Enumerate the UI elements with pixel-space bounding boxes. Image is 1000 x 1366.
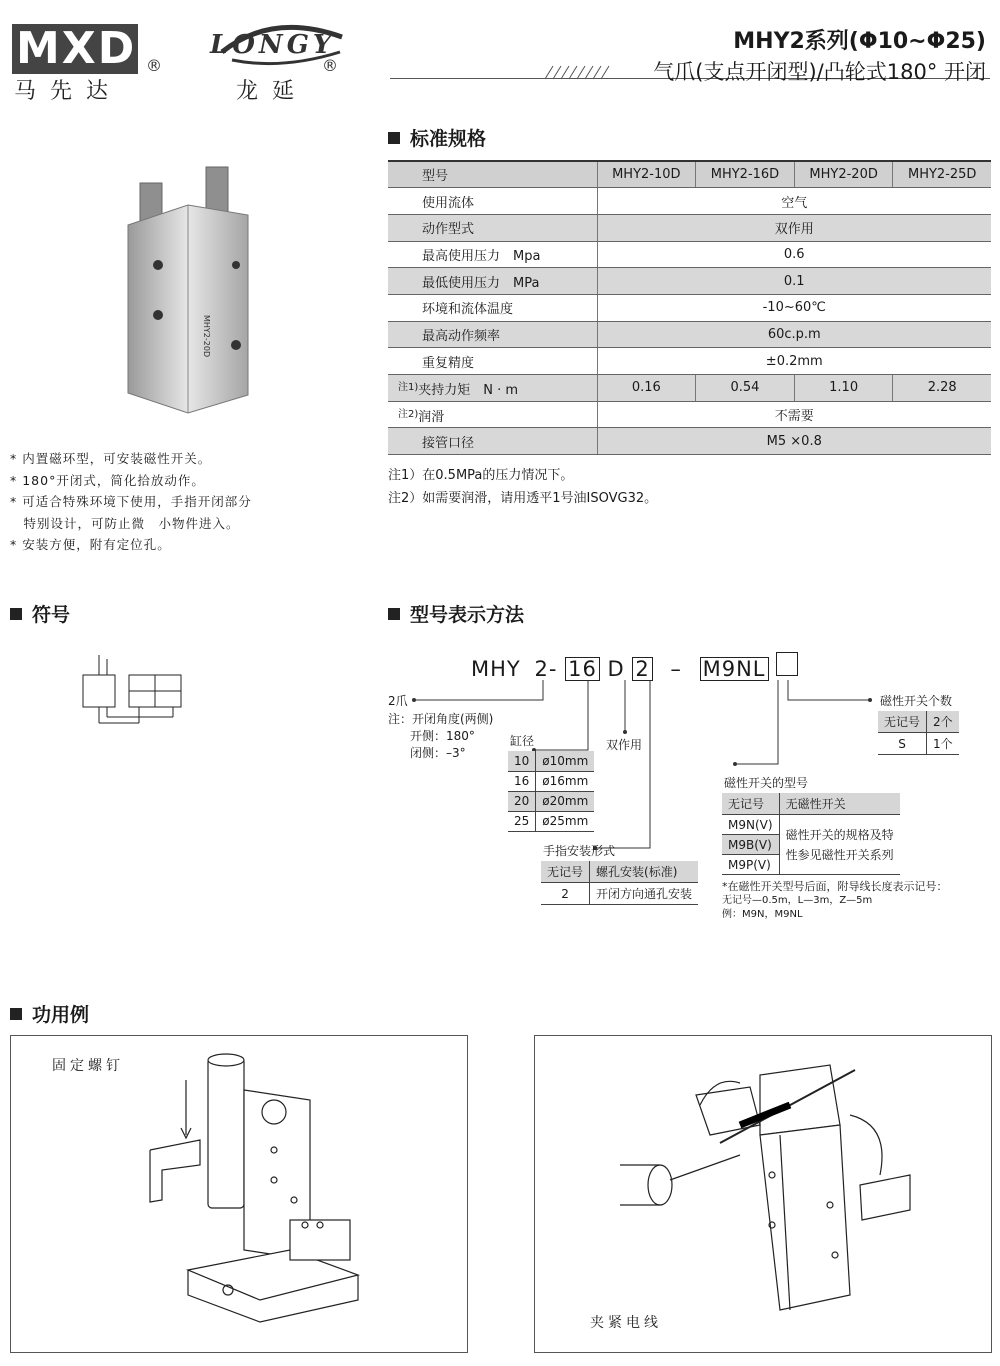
- spec-value: ±0.2mm: [597, 348, 991, 375]
- page-subtitle: 气爪(支点开闭型)/凸轮式180° 开闭: [653, 60, 986, 84]
- spec-value: 0.1: [597, 268, 991, 295]
- registered-mark-2: ®: [322, 56, 338, 75]
- longy-logo-cn: 龙延: [236, 79, 309, 104]
- spec-label: 使用流体: [388, 188, 597, 215]
- spec-col-16d: MHY2-16D: [696, 161, 795, 188]
- example-1-label: 固定螺钉: [52, 1058, 124, 1074]
- torque-label: 夹持力矩 N · m: [418, 382, 519, 398]
- swtype-desc-line: 磁性开关的规格及特: [785, 827, 894, 842]
- spec-row-port: [388, 428, 991, 455]
- spec-label: 重复精度: [388, 348, 597, 375]
- spec-label: [388, 375, 597, 402]
- bore-code: 20: [508, 791, 536, 811]
- code-dash-2: –: [670, 657, 682, 681]
- bore-code: 10: [508, 751, 536, 771]
- spec-value: 0.6: [597, 241, 991, 268]
- spec-header-row: [388, 161, 991, 188]
- torque-16d: 0.54: [696, 375, 795, 402]
- spec-value: 60c.p.m: [597, 321, 991, 348]
- feature-item: * 180°开闭式，简化拾放动作。: [10, 472, 205, 488]
- page-title: MHY2系列(Φ10~Φ25): [733, 29, 986, 54]
- action-title: 双作用: [606, 738, 643, 752]
- spec-notes: [388, 464, 657, 510]
- spec-row-torque: [388, 375, 991, 402]
- mount-title: 手指安装形式: [543, 844, 616, 858]
- bore-size: ø16mm: [536, 771, 595, 791]
- examples-heading: 功用例: [10, 1000, 89, 1027]
- swtype-desc-line: 性参见磁性开关系列: [785, 847, 894, 862]
- example-1-drawing: [140, 1050, 370, 1340]
- code-mount-box: 2: [632, 657, 652, 681]
- code-series: MHY: [471, 657, 521, 681]
- pneumatic-symbol: [75, 655, 190, 735]
- hatch-decor: [545, 64, 615, 80]
- spec-row-lube: [388, 401, 991, 428]
- spec-col-10d: MHY2-10D: [597, 161, 696, 188]
- mount-desc: 开闭方向通孔安装: [590, 883, 699, 905]
- swcount-row: [878, 733, 959, 755]
- swcount-value: 2个: [927, 711, 959, 733]
- spec-value: 不需要: [597, 401, 991, 428]
- note-mark: 注2): [398, 408, 419, 420]
- bore-size: ø10mm: [536, 751, 595, 771]
- switch-count-table: [878, 711, 959, 755]
- feature-item: * 内置磁环型，可安装磁性开关。: [10, 451, 212, 466]
- spec-note-2: 注2）如需要润滑，请用透平1号油ISOVG32。: [388, 491, 658, 506]
- spec-row: [388, 268, 991, 295]
- spec-col-model: 型号: [388, 161, 597, 188]
- example-2-label: 夹紧电线: [590, 1315, 662, 1331]
- code-count-box: [776, 652, 798, 676]
- note-mark: 注1): [398, 381, 419, 393]
- spec-heading: 标准规格: [388, 124, 486, 151]
- claw-note-line: 开侧：180°: [410, 729, 475, 743]
- swtype-row: [722, 793, 900, 815]
- spec-row: [388, 348, 991, 375]
- longy-logo: LONGY: [210, 30, 336, 60]
- spec-value: 空气: [597, 188, 991, 215]
- mount-desc: 螺孔安装(标准): [590, 861, 699, 883]
- swcount-code: 无记号: [878, 711, 927, 733]
- product-label: MHY2-20D: [202, 315, 211, 358]
- swtype-code: 无记号: [722, 793, 779, 815]
- mount-row: [541, 883, 698, 905]
- torque-25d: 2.28: [893, 375, 991, 402]
- spec-row: [388, 241, 991, 268]
- bore-size: ø20mm: [536, 791, 595, 811]
- bore-row: [508, 791, 594, 811]
- spec-label: 动作型式: [388, 214, 597, 241]
- feature-list: [10, 448, 252, 556]
- spec-value: M5 ×0.8: [597, 428, 991, 455]
- spec-label: 最高使用压力 Mpa: [388, 241, 597, 268]
- wire-note-line: *在磁性开关型号后面，附导线长度表示记号：: [722, 880, 948, 893]
- wire-note-line: 例：M9N，M9NL: [722, 909, 803, 920]
- mount-code: 无记号: [541, 861, 590, 883]
- switch-count-title: 磁性开关个数: [880, 694, 953, 708]
- model-heading: 型号表示方法: [388, 600, 524, 627]
- bore-row: [508, 771, 594, 791]
- registered-mark: ®: [146, 56, 162, 75]
- mount-row: [541, 861, 698, 883]
- bore-size: ø25mm: [536, 811, 595, 831]
- code-switch-box: M9NL: [700, 657, 769, 681]
- spec-value: 双作用: [597, 214, 991, 241]
- swcount-row: [878, 711, 959, 733]
- swtype-row: [722, 815, 900, 835]
- claw-label: 2爪: [388, 694, 408, 708]
- code-dash: -: [548, 657, 558, 681]
- code-action: D: [607, 657, 625, 681]
- example-2-drawing: [600, 1055, 940, 1315]
- spec-col-20d: MHY2-20D: [794, 161, 893, 188]
- spec-label: [388, 401, 597, 428]
- feature-item: * 安装方便，附有定位孔。: [10, 537, 171, 552]
- claw-note: [388, 711, 493, 762]
- symbol-heading: 符号: [10, 600, 70, 627]
- torque-20d: 1.10: [794, 375, 893, 402]
- swtype-code: M9N(V): [722, 815, 779, 835]
- swtype-desc: [779, 815, 900, 875]
- swtype-code: M9B(V): [722, 835, 779, 855]
- swcount-code: S: [878, 733, 927, 755]
- spec-table: [388, 160, 991, 455]
- wire-note-line: 无记号—0.5m，L—3m，Z—5m: [722, 895, 873, 906]
- lube-label: 润滑: [418, 409, 445, 425]
- mount-table: [541, 861, 698, 905]
- spec-col-25d: MHY2-25D: [893, 161, 991, 188]
- spec-label: 最高动作频率: [388, 321, 597, 348]
- bore-code: 16: [508, 771, 536, 791]
- spec-label: 最低使用压力 MPa: [388, 268, 597, 295]
- feature-item: 特别设计，可防止微 小物件进入。: [10, 515, 240, 531]
- spec-label: 接管口径: [388, 428, 597, 455]
- spec-row: [388, 188, 991, 215]
- bore-title: 缸径: [510, 734, 535, 748]
- spec-row: [388, 321, 991, 348]
- mount-code: 2: [541, 883, 590, 905]
- code-claw: 2: [534, 657, 549, 681]
- bore-row: [508, 751, 594, 771]
- swtype-code: M9P(V): [722, 855, 779, 875]
- spec-note-1: 注1）在0.5MPa的压力情况下。: [388, 468, 574, 483]
- spec-label: 环境和流体温度: [388, 294, 597, 321]
- feature-item: * 可适合特殊环境下使用，手指开闭部分: [10, 494, 252, 509]
- claw-note-line: 注：开闭角度(两侧): [388, 712, 494, 726]
- switch-type-table: [722, 793, 900, 875]
- code-bore-box: 16: [565, 657, 600, 681]
- swcount-value: 1个: [927, 733, 959, 755]
- bore-code: 25: [508, 811, 536, 831]
- swtype-desc: 无磁性开关: [779, 793, 900, 815]
- claw-note-line: 闭侧：–3°: [410, 746, 466, 760]
- spec-value: -10~60℃: [597, 294, 991, 321]
- wire-note: [722, 880, 948, 922]
- spec-row: [388, 294, 991, 321]
- switch-type-title: 磁性开关的型号: [724, 776, 809, 790]
- mxd-logo: MXD: [12, 24, 138, 74]
- mxd-logo-cn: 马先达: [14, 79, 123, 104]
- spec-row: [388, 214, 991, 241]
- bore-table: [508, 751, 594, 832]
- gripper-product-image: [118, 165, 268, 425]
- torque-10d: 0.16: [597, 375, 696, 402]
- bore-row: [508, 811, 594, 831]
